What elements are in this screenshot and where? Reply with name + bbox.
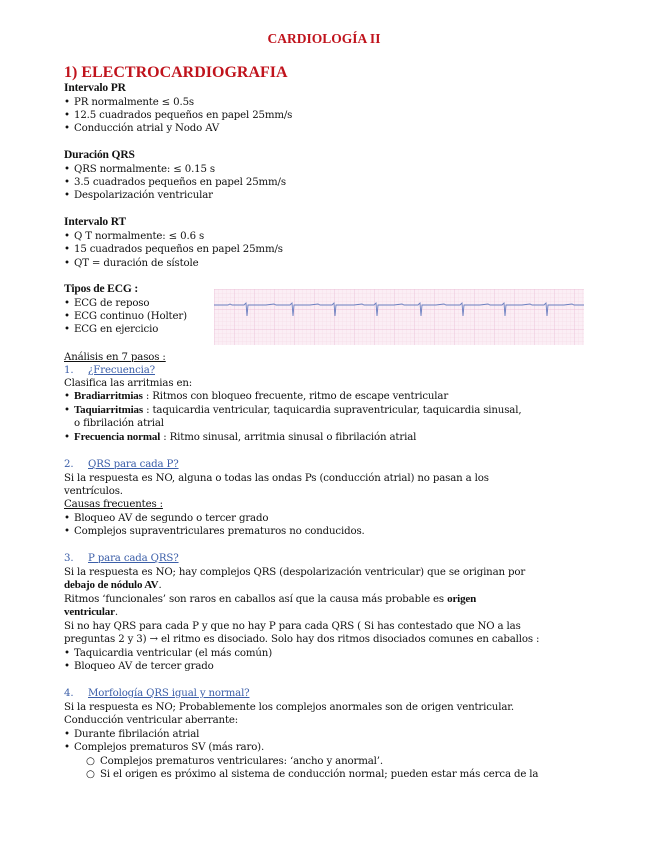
list-item: • ECG continuo (Holter) xyxy=(64,311,187,322)
list-item: • 15 cuadrados pequeños en papel 25mm/s xyxy=(64,244,283,255)
qrs-heading: Duración QRS xyxy=(64,149,135,161)
step-2-title: 2. QRS para cada P? xyxy=(64,459,179,470)
list-item: • Taquicardia ventricular (el más común) xyxy=(64,648,273,659)
list-item: • Complejos prematuros SV (más raro). xyxy=(64,742,265,753)
list-item: • Complejos supraventriculares prematuros no conducidos. xyxy=(64,526,365,537)
list-item: • Bloqueo AV de segundo o tercer grado xyxy=(64,513,269,524)
rt-heading: Intervalo RT xyxy=(64,216,127,228)
step-3-line: Ritmos ‘funcionales’ son raros en caballos así que la causa más probable es origen xyxy=(64,593,477,605)
list-item: • Conducción atrial y Nodo AV xyxy=(64,123,220,134)
list-item-continuation: o fibrilación atrial xyxy=(74,418,164,429)
list-item: • Durante fibrilación atrial xyxy=(64,729,200,740)
analysis-intro: Análisis en 7 pasos : xyxy=(64,352,166,363)
step-2-line: ventrículos. xyxy=(64,486,123,497)
pr-heading: Intervalo PR xyxy=(64,82,126,94)
list-item: • Q T normalmente: ≤ 0.6 s xyxy=(64,231,205,242)
list-item: • Bradiarritmias : Ritmos con bloqueo frecuente, ritmo de escape ventricular xyxy=(64,390,449,402)
list-item: • 12.5 cuadrados pequeños en papel 25mm/s xyxy=(64,110,293,121)
step-2-line: Si la respuesta es NO, alguna o todas las ondas Ps (conducción atrial) no pasan a los xyxy=(64,473,489,484)
ecg-types-heading: Tipos de ECG : xyxy=(64,283,139,295)
step-3-line: preguntas 2 y 3) → el ritmo es disociado. Solo hay dos ritmos disociados comunes en caballos : xyxy=(64,634,540,645)
list-item: • 3.5 cuadrados pequeños en papel 25mm/s xyxy=(64,177,286,188)
step-4-line: Si la respuesta es NO; Probablemente los complejos anormales son de origen ventricular. xyxy=(64,702,514,713)
step-3-line: debajo de nódulo AV. xyxy=(64,579,162,591)
list-item: • Bloqueo AV de tercer grado xyxy=(64,661,214,672)
step-3-title: 3. P para cada QRS? xyxy=(64,553,179,564)
sub-list-item: ○ Si el origen es próximo al sistema de conducción normal; pueden estar más cerca de la xyxy=(86,769,539,780)
step-1-title: 1. ¿Frecuencia? xyxy=(64,365,155,376)
step-2-causes: Causas frecuentes : xyxy=(64,499,163,510)
list-item: • ECG en ejercicio xyxy=(64,324,159,335)
ecg-strip-image xyxy=(214,289,584,345)
step-4-title: 4. Morfología QRS igual y normal? xyxy=(64,688,250,699)
list-item: • PR normalmente ≤ 0.5s xyxy=(64,97,194,108)
step-3-line: ventricular. xyxy=(64,606,118,618)
list-item: • ECG de reposo xyxy=(64,298,150,309)
list-item: • Taquiarritmias : taquicardia ventricular, taquicardia supraventricular, taquicardia sinusal, xyxy=(64,404,522,416)
step-4-line: Conducción ventricular aberrante: xyxy=(64,715,239,726)
list-item: • QRS normalmente: ≤ 0.15 s xyxy=(64,164,216,175)
step-3-line: Si no hay QRS para cada P y que no hay P para cada QRS ( Si has contestado que NO a las xyxy=(64,621,521,632)
page-title: CARDIOLOGÍA II xyxy=(267,31,381,46)
list-item: • Frecuencia normal : Ritmo sinusal, arritmia sinusal o fibrilación atrial xyxy=(64,431,417,443)
step-1-classify: Clasifica las arritmias en: xyxy=(64,378,193,389)
sub-list-item: ○ Complejos prematuros ventriculares: ‘ancho y anormal’. xyxy=(86,756,383,767)
step-3-line: Si la respuesta es NO; hay complejos QRS (despolarización ventricular) que se originan por xyxy=(64,567,526,578)
list-item: • QT = duración de sístole xyxy=(64,258,199,269)
section-heading: 1) ELECTROCARDIOGRAFIA xyxy=(64,64,288,81)
list-item: • Despolarización ventricular xyxy=(64,190,213,201)
